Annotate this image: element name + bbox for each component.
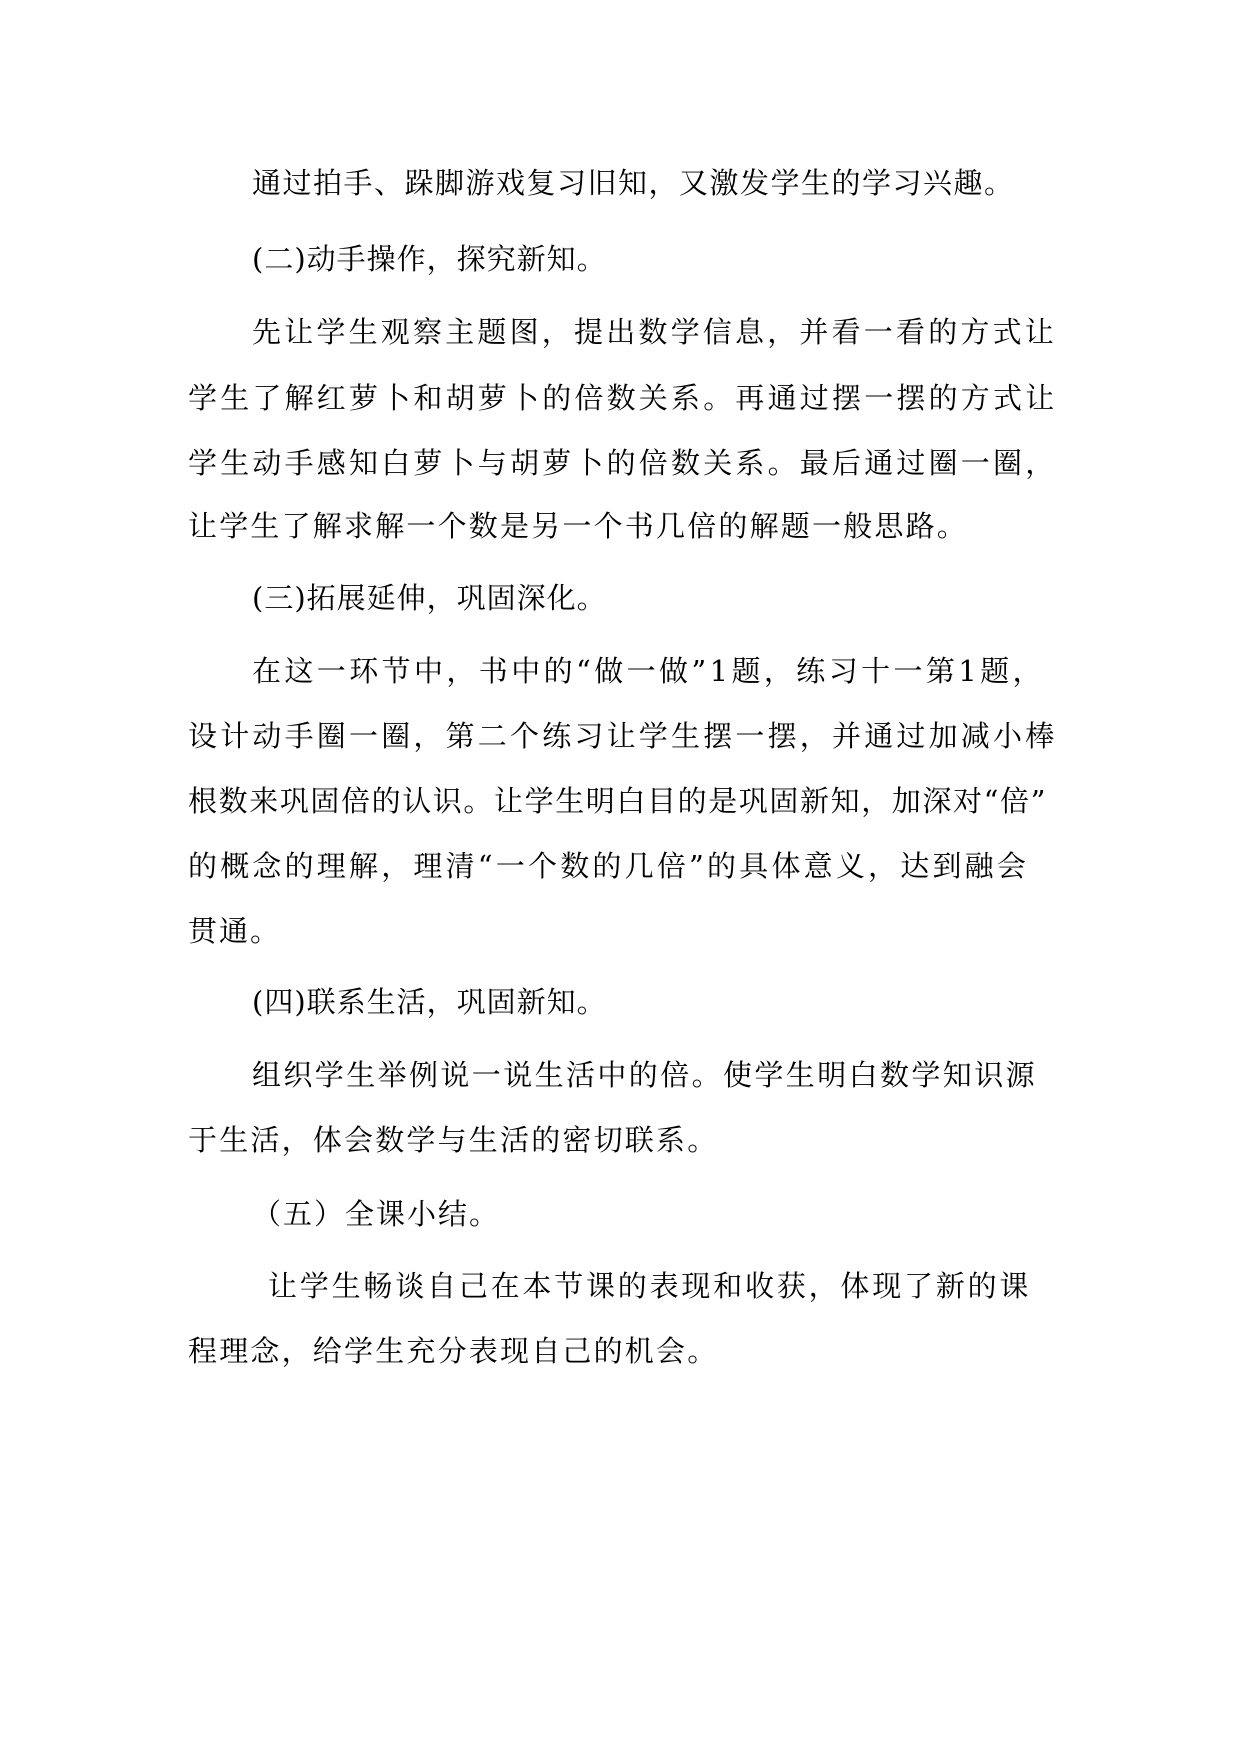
paragraph-line: 让学生畅谈自己在本节课的表现和收获，体现了新的课 <box>268 1269 1032 1303</box>
paragraph-line: 先让学生观察主题图，提出数学信息，并看一看的方式让 <box>252 315 1058 349</box>
paragraph-line: 程理念，给学生充分表现自己的机会。 <box>188 1334 719 1368</box>
paragraph-line: 贯通。 <box>188 914 282 948</box>
paragraph-line: 根数来巩固倍的认识。让学生明白目的是巩固新知，加深对“倍” <box>188 784 1048 818</box>
paragraph-line: 于生活，体会数学与生活的密切联系。 <box>188 1123 719 1157</box>
paragraph-line: 让学生了解求解一个数是另一个书几倍的解题一般思路。 <box>188 509 969 543</box>
paragraph-line: 设计动手圈一圈，第二个练习让学生摆一摆，并通过加减小棒 <box>188 719 1058 753</box>
paragraph-line: 通过拍手、跺脚游戏复习旧知，又激发学生的学习兴趣。 <box>252 166 1015 200</box>
paragraph-line: 的概念的理解，理清“一个数的几倍”的具体意义，达到融会 <box>188 849 1030 883</box>
section-heading-5: （五）全课小结。 <box>252 1197 501 1231</box>
section-heading-2: (二)动手操作，探究新知。 <box>252 242 607 276</box>
paragraph-line: 在这一环节中，书中的“做一做”1题，练习十一第1题， <box>252 654 1045 688</box>
section-heading-3: (三)拓展延伸，巩固深化。 <box>252 581 607 615</box>
section-heading-4: (四)联系生活，巩固新知。 <box>252 985 607 1019</box>
paragraph-line: 组织学生举例说一说生活中的倍。使学生明白数学知识源 <box>252 1058 1038 1092</box>
paragraph-line: 学生动手感知白萝卜与胡萝卜的倍数关系。最后通过圈一圈， <box>188 446 1058 480</box>
paragraph-line: 学生了解红萝卜和胡萝卜的倍数关系。再通过摆一摆的方式让 <box>188 381 1058 415</box>
